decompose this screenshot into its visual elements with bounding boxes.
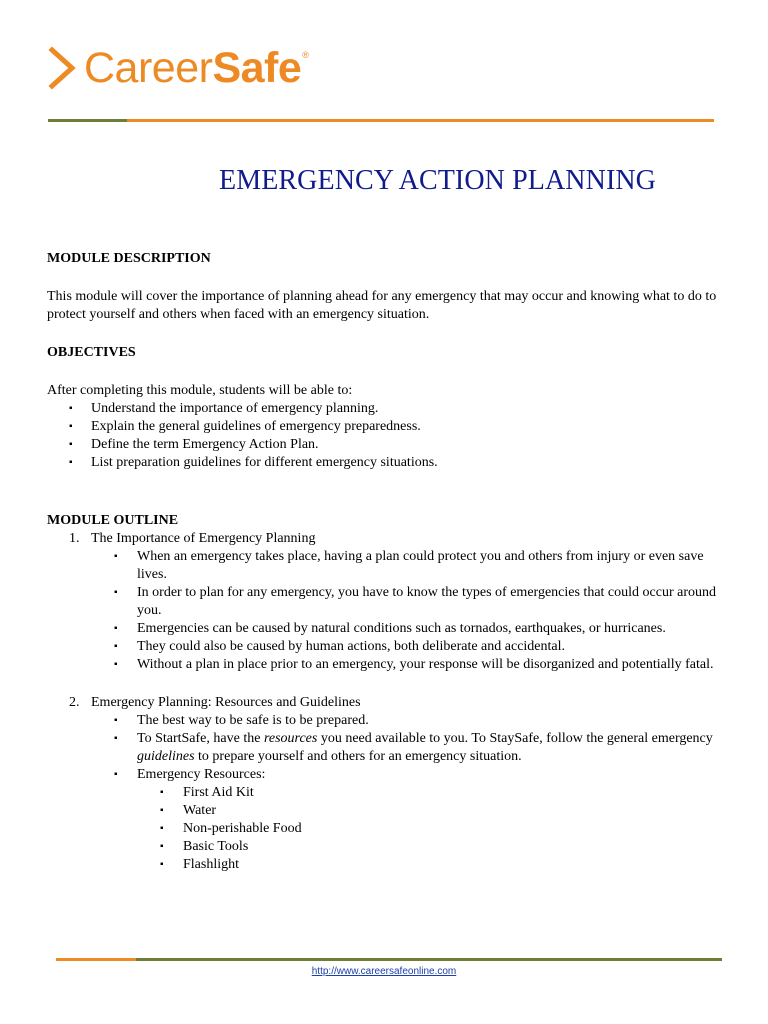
footer-url-link[interactable]: http://www.careersafeonline.com bbox=[311, 966, 457, 977]
point-text: to prepare yourself and others for an emergency situation. bbox=[194, 749, 522, 764]
list-item: ▪ Without a plan in place prior to an emergency, your response will be disorganized and potentially fatal. bbox=[91, 656, 717, 674]
objectives-heading: OBJECTIVES bbox=[47, 345, 136, 360]
point-text: you need available to you. To StaySafe, follow the general emergency bbox=[317, 731, 713, 746]
list-item: ▪ Emergencies can be caused by natural conditions such as tornados, earthquakes, or hurricanes. bbox=[91, 620, 717, 638]
list-item bbox=[91, 766, 717, 874]
module-outline-list bbox=[47, 530, 717, 874]
resources-label: Emergency Resources: bbox=[137, 767, 266, 782]
footer-divider bbox=[56, 958, 722, 961]
list-item: ▪ First Aid Kit bbox=[137, 784, 717, 802]
list-item: ▪ The best way to be safe is to be prepared. bbox=[91, 712, 717, 730]
section-points bbox=[91, 548, 717, 674]
list-item: ▪ Water bbox=[137, 802, 717, 820]
document-body bbox=[47, 250, 717, 874]
point-text: To StartSafe, have the bbox=[137, 731, 264, 746]
section-title: The Importance of Emergency Planning bbox=[91, 531, 316, 546]
section-number: 1. bbox=[69, 531, 80, 546]
page-title: EMERGENCY ACTION PLANNING bbox=[219, 165, 657, 196]
registered-mark: ® bbox=[302, 49, 309, 60]
list-item: ▪ Understand the importance of emergency planning. bbox=[47, 400, 717, 418]
point-emphasis: guidelines bbox=[137, 749, 195, 764]
list-item: ▪ They could also be caused by human actions, both deliberate and accidental. bbox=[91, 638, 717, 656]
outline-section bbox=[47, 530, 717, 674]
chevron-right-icon bbox=[48, 46, 78, 90]
list-item: ▪ When an emergency takes place, having a plan could protect you and others from injury or even save lives. bbox=[91, 548, 717, 584]
list-item bbox=[91, 730, 717, 766]
list-item: ▪ Basic Tools bbox=[137, 838, 717, 856]
logo-wordmark bbox=[84, 43, 309, 92]
careersafe-logo bbox=[48, 38, 308, 98]
header-divider bbox=[48, 119, 714, 122]
list-item: ▪ Explain the general guidelines of emergency preparedness. bbox=[47, 418, 717, 436]
section-title: Emergency Planning: Resources and Guidelines bbox=[91, 695, 361, 710]
logo-career: Career bbox=[84, 43, 213, 92]
objectives-list bbox=[47, 400, 717, 472]
section-points bbox=[91, 712, 717, 874]
list-item: ▪ In order to plan for any emergency, you have to know the types of emergencies that could occur around you. bbox=[91, 584, 717, 620]
objectives-intro: After completing this module, students will be able to: bbox=[47, 383, 353, 398]
list-item: ▪ List preparation guidelines for different emergency situations. bbox=[47, 454, 717, 472]
list-item: ▪ Non-perishable Food bbox=[137, 820, 717, 838]
module-description-heading: MODULE DESCRIPTION bbox=[47, 251, 211, 266]
logo-safe: Safe bbox=[212, 43, 302, 92]
resources-list bbox=[137, 784, 717, 874]
section-number: 2. bbox=[69, 695, 80, 710]
list-item: ▪ Define the term Emergency Action Plan. bbox=[47, 436, 717, 454]
module-outline-heading: MODULE OUTLINE bbox=[47, 513, 179, 528]
outline-section bbox=[47, 694, 717, 874]
list-item: ▪ Flashlight bbox=[137, 856, 717, 874]
point-emphasis: resources bbox=[263, 731, 318, 746]
module-description-text: This module will cover the importance of planning ahead for any emergency that may occur and knowing what to do to protect yourself and others when faced with an emergency situation. bbox=[47, 289, 717, 322]
